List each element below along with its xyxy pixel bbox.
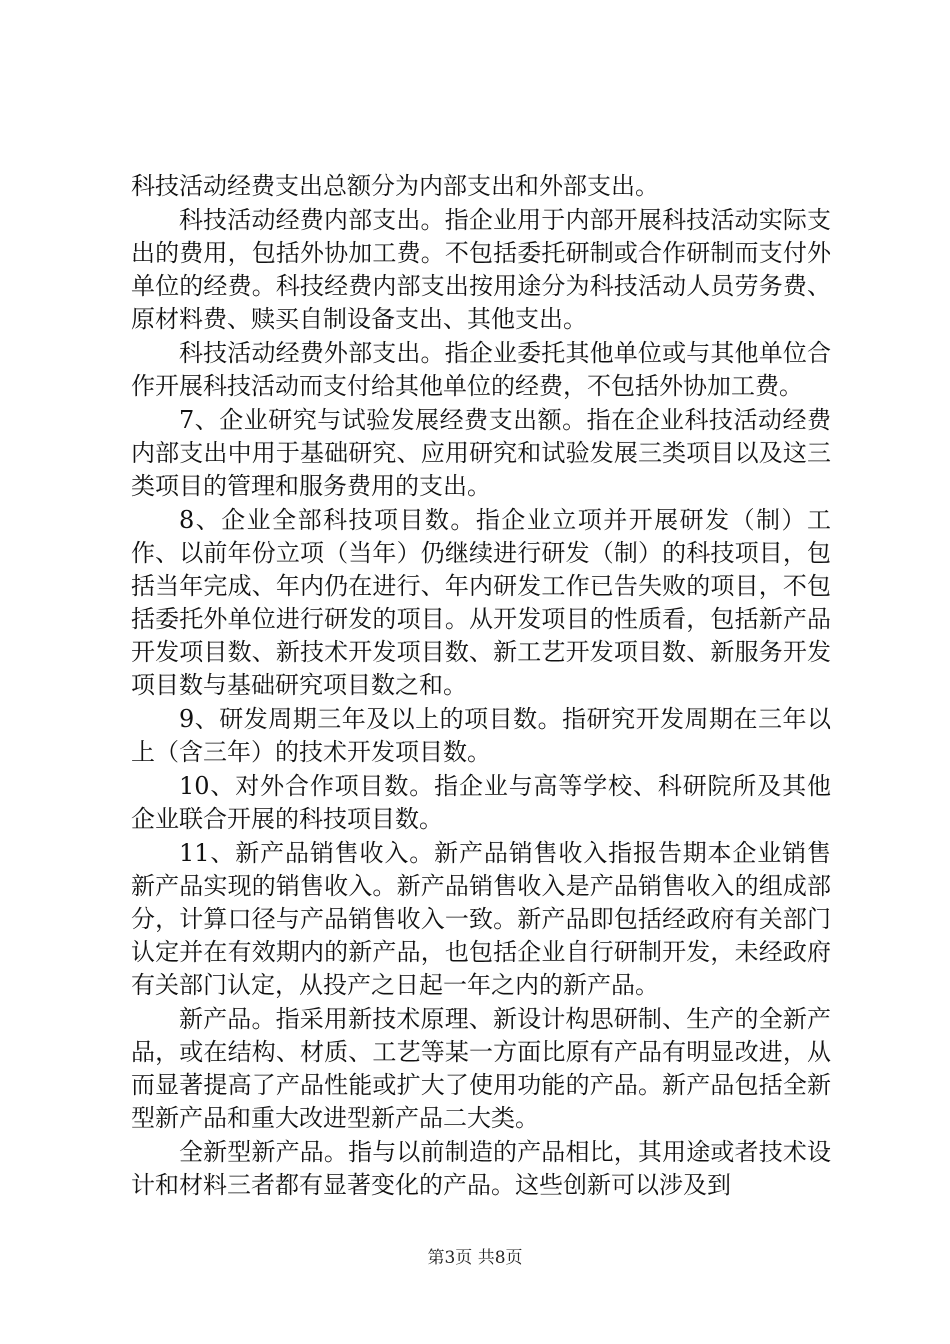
paragraph-6: 9、研发周期三年及以上的项目数。指研究开发周期在三年以上（含三年）的技术开发项目数。 <box>131 705 831 766</box>
paragraph-3: 科技活动经费外部支出。指企业委托其他单位或与其他单位合作开展科技活动而支付给其他单位的经费，不包括外协加工费。 <box>131 339 831 400</box>
paragraph-4: 7、企业研究与试验发展经费支出额。指在企业科技活动经费内部支出中用于基础研究、应用研究和试验发展三类项目以及这三类项目的管理和服务费用的支出。 <box>131 406 831 500</box>
page-footer <box>0 1243 950 1268</box>
paragraph-9: 新产品。指采用新技术原理、新设计构思研制、生产的全新产品，或在结构、材质、工艺等某一方面比原有产品有明显改进，从而显著提高了产品性能或扩大了使用功能的产品。新产品包括全新型新产品和重大改进型新产品二大类。 <box>131 1005 831 1132</box>
page-number: 第3页 共8页 <box>427 1248 523 1268</box>
paragraph-10: 全新型新产品。指与以前制造的产品相比，其用途或者技术设计和材料三者都有显著变化的产品。这些创新可以涉及到 <box>131 1138 831 1199</box>
paragraph-2: 科技活动经费内部支出。指企业用于内部开展科技活动实际支出的费用，包括外协加工费。不包括委托研制或合作研制而支付外单位的经费。科技经费内部支出按用途分为科技活动人员劳务费、原材料费、赎买自制设备支出、其他支出。 <box>131 206 831 333</box>
paragraph-7: 10、对外合作项目数。指企业与高等学校、科研院所及其他企业联合开展的科技项目数。 <box>131 772 831 833</box>
document-body <box>131 170 831 1203</box>
paragraph-8: 11、新产品销售收入。新产品销售收入指报告期本企业销售新产品实现的销售收入。新产品销售收入是产品销售收入的组成部分，计算口径与产品销售收入一致。新产品即包括经政府有关部门认定并在有效期内的新产品，也包括企业自行研制开发，未经政府有关部门认定，从投产之日起一年之内的新产品。 <box>131 839 831 999</box>
paragraph-5: 8、企业全部科技项目数。指企业立项并开展研发（制）工作、以前年份立项（当年）仍继续进行研发（制）的科技项目，包括当年完成、年内仍在进行、年内研发工作已告失败的项目，不包括委托外单位进行研发的项目。从开发项目的性质看，包括新产品开发项目数、新技术开发项目数、新工艺开发项目数、新服务开发项目数与基础研究项目数之和。 <box>131 506 831 699</box>
paragraph-1: 科技活动经费支出总额分为内部支出和外部支出。 <box>131 172 659 200</box>
